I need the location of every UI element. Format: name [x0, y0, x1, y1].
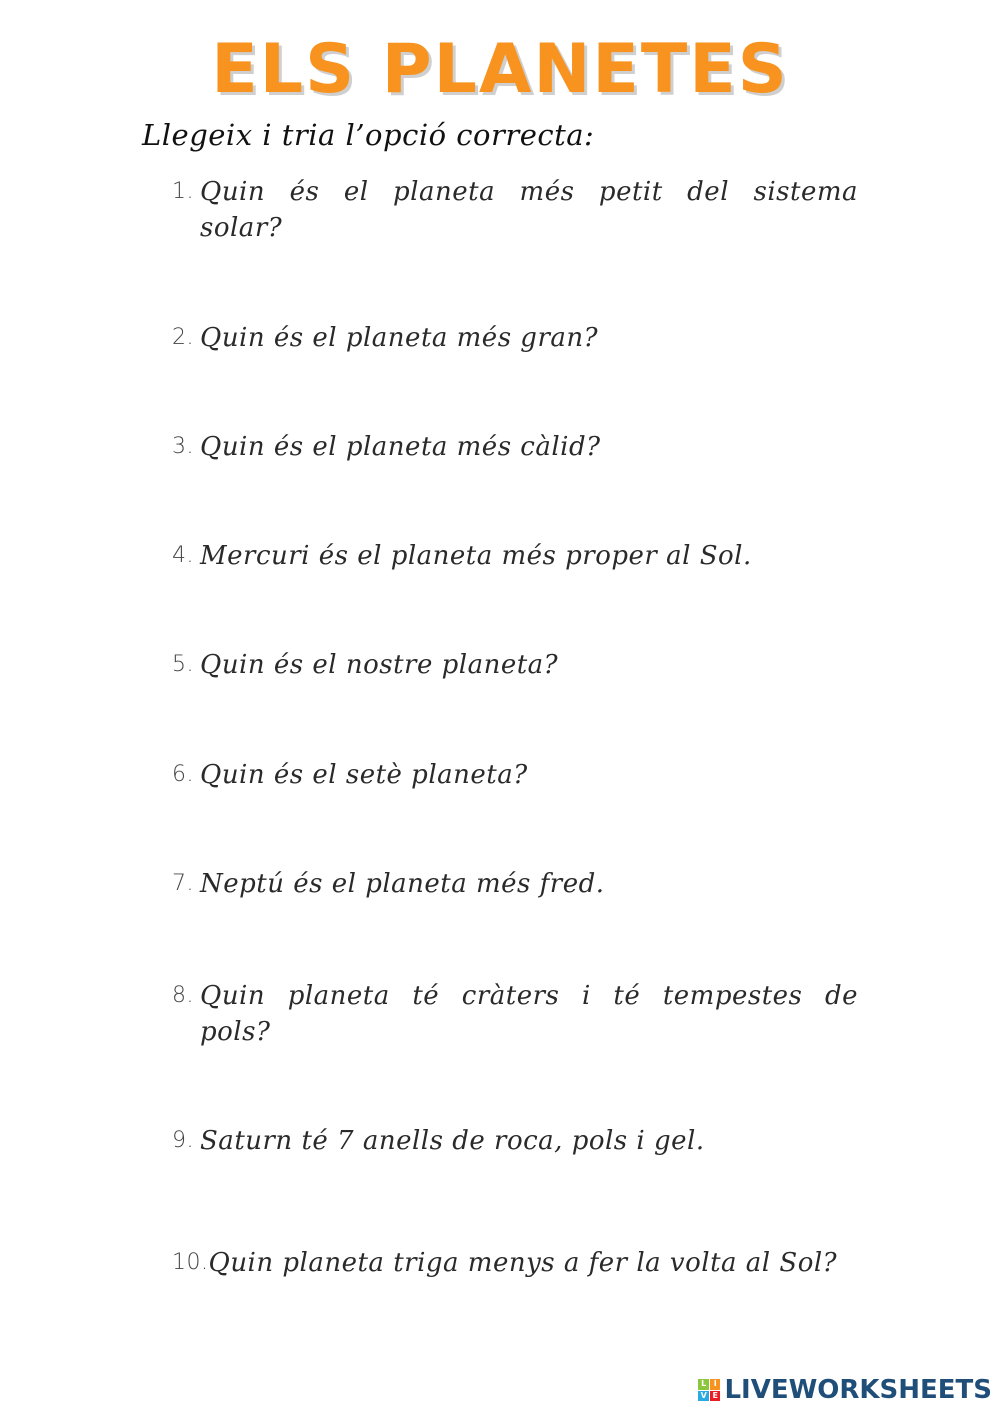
question-number: 2.: [172, 325, 194, 350]
question-text: Mercuri és el planeta més proper al Sol.: [200, 541, 752, 571]
question-text: Quin és el planeta més gran?: [200, 323, 599, 353]
question-1: [172, 174, 858, 246]
question-text: Neptú és el planeta més fred.: [200, 869, 605, 899]
question-4: [172, 538, 858, 574]
question-9: [172, 1123, 858, 1159]
liveworksheets-logo-icon: [698, 1379, 720, 1401]
question-2: [172, 320, 858, 356]
question-number: 4.: [172, 543, 194, 568]
logo-letter: V: [698, 1391, 709, 1402]
question-text: Quin és el planeta més càlid?: [200, 432, 601, 462]
question-number: 10.: [172, 1250, 209, 1275]
question-5: [172, 647, 858, 683]
question-text: Quin planeta triga menys a fer la volta al Sol?: [208, 1248, 838, 1278]
logo-letter: I: [710, 1379, 721, 1390]
instruction-text: Llegeix i tria l’opció correcta:: [142, 118, 595, 152]
logo-letter: E: [710, 1391, 721, 1402]
question-8: [172, 978, 858, 1050]
question-text: Quin és el nostre planeta?: [200, 650, 559, 680]
question-number: 5.: [172, 652, 194, 677]
question-number: 8.: [172, 983, 194, 1008]
question-text: Saturn té 7 anells de roca, pols i gel.: [200, 1126, 705, 1156]
question-3: [172, 429, 858, 465]
question-text: Quin és el setè planeta?: [200, 760, 528, 790]
question-number: 1.: [172, 179, 194, 204]
question-6: [172, 757, 858, 793]
question-text: Quin planeta té cràters i té tempestes de pols?: [200, 981, 858, 1047]
question-text: Quin és el planeta més petit del sistema solar?: [200, 177, 858, 243]
question-7: [172, 866, 858, 902]
page-title: ELS PLANETES: [211, 30, 789, 109]
brand-name: LIVEWORKSHEETS: [724, 1375, 992, 1405]
question-number: 6.: [172, 762, 194, 787]
question-number: 3.: [172, 434, 194, 459]
logo-letter: L: [698, 1379, 709, 1390]
question-10: [172, 1245, 858, 1281]
question-number: 9.: [172, 1128, 194, 1153]
liveworksheets-brand[interactable]: [698, 1375, 992, 1405]
question-number: 7.: [172, 871, 194, 896]
